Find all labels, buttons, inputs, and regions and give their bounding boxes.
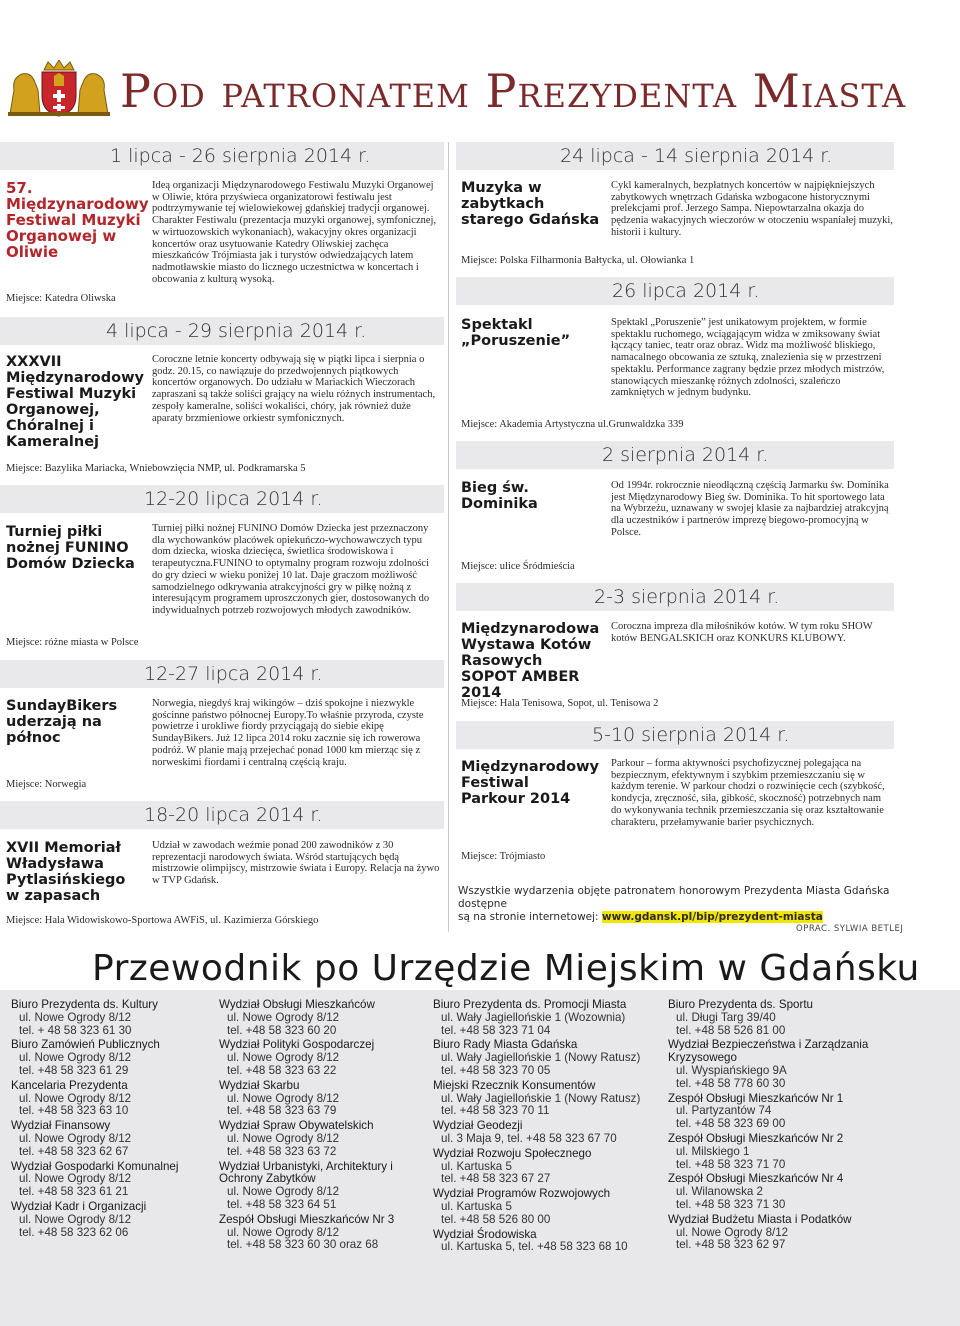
event-place: Miejsce: Norwegia: [6, 779, 87, 790]
event-date-bar: [456, 583, 894, 611]
event-title: XVII Memoriał Władysława Pytlasińskiego w zapasach: [6, 840, 126, 904]
office-contact-line: ul. Nowe Ogrody 8/12: [227, 1225, 340, 1239]
office-contact-line: tel. +48 58 323 61 29: [19, 1063, 129, 1077]
office-name: Biuro Rady Miasta Gdańska: [433, 1038, 578, 1052]
event-title: 57. Międzynarodowy Festiwal Muzyki Organowej w Oliwie: [6, 179, 149, 261]
office-name: Biuro Prezydenta ds. Promocji Miasta: [433, 998, 627, 1011]
office-contact-line: ul. 3 Maja 9, tel. +48 58 323 67 70: [441, 1131, 617, 1145]
office-contact-line: tel. +48 58 323 62 97: [676, 1238, 786, 1252]
office-name: Biuro Zamówień Publicznych: [11, 1038, 160, 1052]
column-divider: [448, 142, 449, 932]
event-date-bar: [0, 142, 444, 170]
office-entry: [668, 999, 888, 1037]
office-contact-line: tel. +48 58 526 80 00: [441, 1212, 551, 1226]
office-contact-line: ul. Nowe Ogrody 8/12: [227, 1091, 340, 1105]
footer-note-text: Wszystkie wydarzenia objęte patronatem honorowym Prezydenta Miasta Gdańska dostępne: [458, 885, 890, 910]
office-entry: [433, 1229, 663, 1255]
office-contact-line: ul. Nowe Ogrody 8/12: [227, 1131, 340, 1145]
guide-title: Przewodnik po Urzędzie Miejskim w Gdańsku: [92, 948, 920, 989]
office-name: Wydział Programów Rozwojowych: [433, 1187, 611, 1201]
office-contact-line: tel. +48 58 323 63 72: [227, 1144, 337, 1158]
event-date: 4 lipca - 29 sierpnia 2014 r.: [106, 320, 367, 342]
office-name: Wydział Gospodarki Komunalnej: [11, 1159, 179, 1173]
office-contact-line: tel. +48 58 323 70 11: [441, 1104, 550, 1118]
office-entry: [668, 1173, 888, 1211]
event-date: 5-10 sierpnia 2014 r.: [592, 724, 790, 746]
footer-note: [458, 885, 898, 924]
office-name: Wydział Skarbu: [219, 1078, 300, 1092]
guide-column: [668, 999, 888, 1254]
office-entry: [668, 1093, 888, 1131]
event-title: Międzynarodowy Festiwal Parkour 2014: [461, 759, 599, 807]
event-date-bar: [456, 721, 894, 749]
office-contact-line: tel. +48 58 323 71 04: [441, 1023, 551, 1037]
office-entry: [433, 1039, 663, 1077]
office-contact-line: tel. +48 58 323 70 05: [441, 1063, 551, 1077]
office-entry: [11, 1080, 211, 1118]
event-date: 12-27 lipca 2014 r.: [144, 663, 323, 685]
office-contact-line: ul. Wały Jagiellońskie 1 (Nowy Ratusz): [441, 1051, 641, 1065]
office-contact-line: ul. Nowe Ogrody 8/12: [676, 1225, 789, 1239]
office-contact-line: tel. +48 58 526 81 00: [676, 1023, 786, 1037]
office-name: Wydział Kadr i Organizacji: [11, 1199, 147, 1213]
event-date: 2-3 sierpnia 2014 r.: [594, 586, 780, 608]
office-name: Miejski Rzecznik Konsumentów: [433, 1078, 596, 1092]
event-place: Miejsce: Bazylika Mariacka, Wniebowzięcia NMP, ul. Podkramarska 5: [6, 463, 306, 474]
event-place: Miejsce: Hala Widowiskowo-Sportowa AWFiS, ul. Kazimierza Górskiego: [6, 915, 319, 926]
office-entry: [668, 1039, 888, 1090]
office-contact-line: ul. Kartuska 5: [441, 1199, 512, 1213]
event-date: 24 lipca - 14 sierpnia 2014 r.: [560, 145, 833, 167]
office-contact-line: tel. +48 58 323 64 51: [227, 1197, 337, 1211]
website-link[interactable]: www.gdansk.pl/bip/prezydent-miasta: [601, 911, 823, 923]
office-name: Wydział Finansowy: [11, 1119, 111, 1133]
guide-column: [433, 999, 663, 1256]
event-place: Miejsce: Trójmiasto: [461, 851, 546, 862]
office-name: Wydział Urbanistyki, Architektury i Ochrony Zabytków: [219, 1159, 393, 1186]
office-contact-line: ul. Nowe Ogrody 8/12: [227, 1051, 340, 1065]
author-credit: OPRAC. SYLWIA BETLEJ: [796, 924, 904, 934]
event-title: Spektakl „Poruszenie”: [461, 317, 571, 349]
gdansk-coat-of-arms-icon: [4, 60, 114, 118]
event-date-bar: [456, 277, 894, 305]
office-name: Kancelaria Prezydenta: [11, 1078, 128, 1092]
office-contact-line: ul. Milskiego 1: [676, 1144, 750, 1158]
office-entry: [219, 1039, 429, 1077]
office-contact-line: ul. Długi Targ 39/40: [676, 1010, 776, 1024]
event-date: 2 sierpnia 2014 r.: [602, 444, 769, 466]
office-contact-line: tel. +48 58 323 61 21: [19, 1185, 129, 1199]
office-name: Wydział Środowiska: [433, 1227, 537, 1241]
office-contact-line: tel. +48 58 323 63 10: [19, 1104, 129, 1118]
event-date-bar: [0, 485, 444, 513]
office-contact-line: tel. +48 58 323 69 00: [676, 1117, 786, 1131]
office-contact-line: ul. Nowe Ogrody 8/12: [19, 1131, 132, 1145]
event-description: Cykl kameralnych, bezpłatnych koncertów w najpiękniejszych zabytkowych wnętrzach Gdańska wzbogacone historycznymi prelekcjami prof. Jerzego Sampa. Niepowtarzalna okazja do pędzenia wakacyjnych wieczorów w otoczeniu wspaniałej muzyki, historii i kultury.: [611, 180, 893, 238]
guide-column: [219, 999, 429, 1254]
page-title: Pod patronatem Prezydenta Miasta: [120, 64, 907, 118]
office-entry: [11, 1120, 211, 1158]
office-entry: [433, 1080, 663, 1118]
event-date: 18-20 lipca 2014 r.: [144, 804, 323, 826]
event-description: Turniej piłki nożnej FUNINO Domów Dziecka jest przeznaczony dla wychowanków placówek opiekuńczo-wychowawczych typu dom dziecka, wioska dziecięca, świetlica środowiskowa i terapeutyczna.FUNINO to optymalny program rozwoju zdolności do gry dzieci w wieku poniżej 10 lat. Daje graczom możliwość samodzielnego odkrywania atrakcyjności gry w piłkę nożną z interesującym programem uproszczonych gier, dostosowanych do indywidualnych potrzeb rozwojowych młodych zawodników.: [152, 523, 430, 616]
office-name: Wydział Budżetu Miasta i Podatków: [668, 1212, 852, 1226]
event-place: Miejsce: różne miasta w Polsce: [6, 637, 139, 648]
event-place: Miejsce: Katedra Oliwska: [6, 293, 116, 304]
office-contact-line: tel. +48 58 778 60 30: [676, 1076, 786, 1090]
office-entry: [433, 1148, 663, 1186]
office-entry: [668, 1133, 888, 1171]
event-date-bar: [0, 660, 444, 688]
office-contact-line: tel. +48 58 323 71 70: [676, 1157, 786, 1171]
office-contact-line: tel. +48 58 323 62 06: [19, 1225, 129, 1239]
office-name: Biuro Prezydenta ds. Kultury: [11, 998, 158, 1011]
office-contact-line: ul. Nowe Ogrody 8/12: [19, 1051, 132, 1065]
office-contact-line: ul. Nowe Ogrody 8/12: [227, 1185, 340, 1199]
office-contact-line: ul. Nowe Ogrody 8/12: [227, 1010, 340, 1024]
office-name: Zespół Obsługi Mieszkańców Nr 3: [219, 1212, 395, 1226]
office-name: Wydział Obsługi Mieszkańców: [219, 998, 375, 1011]
office-contact-line: ul. Wały Jagiellońskie 1 (Nowy Ratusz): [441, 1091, 641, 1105]
event-date-bar: [0, 801, 444, 829]
event-description: Coroczne letnie koncerty odbywają się w piątki lipca i sierpnia o godz. 20.15, co nawiązuje do przedwojennych piątkowych koncertów organowych. Do udziału w Mariackich Wieczorach zapraszani są także soliści grający na wielu różnych instrumentach, zespoły kameralne, soliści wokaliści, chóry, jak również duże aparaty brzmieniowe orkiestr symfonicznych.: [152, 354, 436, 424]
office-entry: [219, 1120, 429, 1158]
office-name: Wydział Rozwoju Społecznego: [433, 1146, 592, 1160]
event-description: Norwegia, niegdyś kraj wikingów – dziś spokojne i niezwykle gościnne państwo północnej Europy.To właśnie przyroda, czyste powietrze i urokliwe fiordy przyciągają do siebie ekipę SundayBikers. Już 12 lipca 2014 roku zacznie się ich rowerowa podróż. W planie mają przejechać ponad 1000 km mierząc się z norweskimi fiordami i centralną częścią kraju.: [152, 698, 424, 768]
event-description: Parkour – forma aktywności psychofizycznej polegająca na bezpiecznym, efektywnym i szybkim przemieszczaniu się w każdym terenie. W parkour chodzi o rozwinięcie cech (szybkość, kondycja, zręczność, siła, gibkość, skoczność) potrzebnych nam do wykonywania technik przemieszczania się oraz kształtowanie charakteru, przełamywanie barier psychicznych.: [611, 758, 885, 828]
office-entry: [219, 1080, 429, 1118]
office-entry: [433, 1120, 663, 1146]
footer-note-line2: [458, 911, 898, 924]
office-name: Wydział Polityki Gospodarczej: [219, 1038, 375, 1052]
office-name: Zespół Obsługi Mieszkańców Nr 4: [668, 1172, 844, 1186]
event-place: Miejsce: Akademia Artystyczna ul.Grunwaldzka 339: [461, 419, 684, 430]
office-name: Wydział Bezpieczeństwa i Zarządzania Kryzysowego: [668, 1038, 869, 1065]
office-entry: [219, 1161, 429, 1212]
office-name: Biuro Prezydenta ds. Sportu: [668, 998, 814, 1011]
event-title: Bieg św. Dominika: [461, 480, 538, 512]
office-entry: [11, 1201, 211, 1239]
office-contact-line: ul. Nowe Ogrody 8/12: [19, 1010, 132, 1024]
event-date-bar: [0, 317, 444, 345]
office-entry: [219, 999, 429, 1037]
office-contact-line: ul. Wilanowska 2: [676, 1185, 763, 1199]
office-contact-line: tel. + 48 58 323 61 30: [19, 1023, 132, 1037]
office-contact-line: ul. Nowe Ogrody 8/12: [19, 1172, 132, 1186]
office-contact-line: tel. +48 58 323 63 79: [227, 1104, 337, 1118]
office-contact-line: tel. +48 58 323 67 27: [441, 1172, 551, 1186]
event-place: Miejsce: Hala Tenisowa, Sopot, ul. Tenisowa 2: [461, 698, 659, 709]
office-contact-line: ul. Nowe Ogrody 8/12: [19, 1212, 132, 1226]
office-name: Zespół Obsługi Mieszkańców Nr 2: [668, 1131, 844, 1145]
footer-note-prefix: są na stronie internetowej:: [458, 911, 599, 923]
event-title: Turniej piłki nożnej FUNINO Domów Dziecka: [6, 524, 135, 572]
office-contact-line: ul. Wyspiańskiego 9A: [676, 1063, 787, 1077]
event-place: Miejsce: Polska Filharmonia Bałtycka, ul. Ołowianka 1: [461, 255, 695, 266]
event-title: Międzynarodowa Wystawa Kotów Rasowych SOPOT AMBER 2014: [461, 621, 600, 701]
office-contact-line: ul. Partyzantów 74: [676, 1104, 772, 1118]
event-date: 26 lipca 2014 r.: [612, 280, 760, 302]
office-entry: [433, 1188, 663, 1226]
event-description: Ideą organizacji Międzynarodowego Festiwalu Muzyki Organowej w Oliwie, która przyświeca organizatorowi festiwalu jest podtrzymywanie tej wielowiekowej gdańskiej tradycji organowej. Charakter Festiwalu (prezentacja muzyki organowej, symfonicznej, w wirtuozowskich wykonaniach), wakacyjny okres organizacji koncertów oraz usytuowanie Katedry Oliwskiej zachęca mieszkańców Trójmiasta jak i turystów odwiedzających latem nadmotławskie miasto do licznego uczestnictwa w koncertach i obcowania z kulturą wysoką.: [152, 180, 437, 285]
event-date: 12-20 lipca 2014 r.: [144, 488, 323, 510]
office-contact-line: tel. +48 58 323 71 30: [676, 1197, 786, 1211]
event-description: Udział w zawodach weźmie ponad 200 zawodników z 30 reprezentacji narodowych świata. Wśród startujących będą mistrzowie olimpijscy, mistrzowie świata i Europy. Relacja na żywo w TVP Gdańsk.: [152, 840, 440, 887]
event-date-bar: [456, 142, 894, 170]
event-title: SundayBikers uderzają na północ: [6, 698, 118, 746]
office-entry: [11, 1161, 211, 1199]
office-contact-line: tel. +48 58 323 60 20: [227, 1023, 337, 1037]
office-contact-line: ul. Kartuska 5, tel. +48 58 323 68 10: [441, 1240, 628, 1254]
office-entry: [11, 999, 211, 1037]
office-entry: [433, 999, 663, 1037]
event-title: XXXVII Międzynarodowy Festiwal Muzyki Organowej, Chóralnej i Kameralnej: [6, 354, 144, 450]
office-contact-line: ul. Nowe Ogrody 8/12: [19, 1091, 132, 1105]
event-description: Spektakl „Poruszenie” jest unikatowym projektem, w formie spektaklu ruchomego, wciągającym widza w zmiksowany świat łączący taniec, teatr oraz obraz. Widz ma możliwość bliskiego, namacalnego obcowania ze sztuką, znalezienia się w przestrzeni spektaklu. Performance zagrany będzie przez młodych mistrzów, stanowiących mieszankę różnych zdolności, szaleńczo zamkniętych w jednym budynku.: [611, 317, 885, 399]
event-description: Coroczna impreza dla miłośników kotów. W tym roku SHOW kotów BENGALSKICH oraz KONKURS KLUBOWY.: [611, 621, 873, 644]
office-name: Zespół Obsługi Mieszkańców Nr 1: [668, 1091, 844, 1105]
event-date-bar: [456, 441, 894, 469]
office-contact-line: ul. Wały Jagiellońskie 1 (Wozownia): [441, 1010, 626, 1024]
office-entry: [11, 1039, 211, 1077]
event-description: Od 1994r. rokrocznie nieodłączną częścią Jarmarku św. Dominika jest Międzynarodowy Bieg św. Dominika. To hit sportowego lata na Wybrzeżu, uznawany w swojej klasie za najbardziej atrakcyjną dla uczestników i partnerów imprezę biegowo-promocyjną w Polsce.: [611, 480, 889, 538]
office-contact-line: ul. Kartuska 5: [441, 1159, 512, 1173]
office-contact-line: tel. +48 58 323 63 22: [227, 1063, 337, 1077]
office-entry: [668, 1214, 888, 1252]
office-contact-line: tel. +48 58 323 62 67: [19, 1144, 129, 1158]
office-name: Wydział Geodezji: [433, 1119, 523, 1133]
event-place: Miejsce: ulice Śródmieścia: [461, 561, 575, 572]
guide-column: [11, 999, 211, 1241]
office-contact-line: tel. +48 58 323 60 30 oraz 68: [227, 1238, 379, 1252]
event-title: Muzyka w zabytkach starego Gdańska: [461, 180, 600, 228]
event-date: 1 lipca - 26 sierpnia 2014 r.: [110, 145, 371, 167]
office-name: Wydział Spraw Obywatelskich: [219, 1119, 374, 1133]
office-entry: [219, 1214, 429, 1252]
